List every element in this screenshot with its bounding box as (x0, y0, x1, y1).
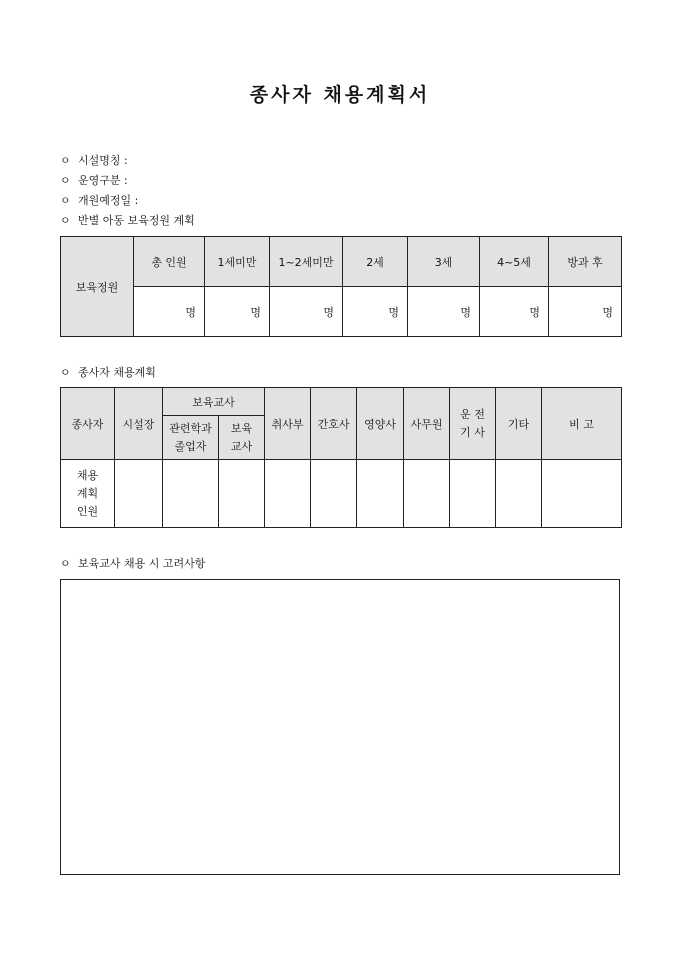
bullet-icon: ㅇ (60, 557, 71, 570)
open-date-label: 개원예정일 : (78, 194, 139, 207)
cell-related-major[interactable] (163, 460, 219, 528)
operation-type-label: 운영구분 : (78, 174, 128, 187)
plan-line-2: 계획 (76, 486, 99, 500)
col-3: 3세 (408, 237, 480, 287)
director-header: 시설장 (115, 388, 163, 460)
bullet-icon: ㅇ (60, 154, 71, 167)
nutritionist-header: 영양사 (357, 388, 404, 460)
page-title: 종사자 채용계획서 (249, 84, 431, 106)
teacher-header (219, 416, 265, 460)
cell-2[interactable]: 명 (343, 287, 408, 337)
facility-name-label: 시설명칭 : (78, 154, 128, 167)
cell-clerk[interactable] (404, 460, 450, 528)
col-after-school: 방과 후 (549, 237, 622, 287)
plan-row-header (61, 460, 115, 528)
cell-teacher[interactable] (219, 460, 265, 528)
cell-director[interactable] (115, 460, 163, 528)
staff-table (60, 387, 622, 528)
capacity-heading-label: 반별 아동 보육정원 계획 (78, 214, 195, 227)
cook-header: 취사부 (265, 388, 311, 460)
facility-name-line (60, 154, 128, 167)
bullet-icon: ㅇ (60, 194, 71, 207)
nurse-header: 간호사 (311, 388, 357, 460)
clerk-header: 사무원 (404, 388, 450, 460)
cell-driver[interactable] (450, 460, 496, 528)
bullet-icon: ㅇ (60, 174, 71, 187)
cell-other[interactable] (496, 460, 542, 528)
staff-plan-heading (60, 366, 156, 379)
col-1-2: 1~2세미만 (270, 237, 343, 287)
cell-4-5[interactable]: 명 (480, 287, 549, 337)
other-header: 기타 (496, 388, 542, 460)
teacher-line-1: 보육 (230, 421, 253, 435)
col-under-1: 1세미만 (205, 237, 270, 287)
considerations-heading (60, 557, 205, 570)
open-date-line (60, 194, 138, 207)
capacity-heading (60, 214, 195, 227)
teacher-group-header: 보육교사 (163, 388, 265, 416)
capacity-row-header: 보육정원 (61, 237, 134, 337)
plan-line-3: 인원 (76, 504, 99, 518)
related-major-header (163, 416, 219, 460)
remarks-header: 비 고 (542, 388, 622, 460)
driver-header (450, 388, 496, 460)
cell-total[interactable]: 명 (134, 287, 205, 337)
operation-type-line (60, 174, 128, 187)
cell-cook[interactable] (265, 460, 311, 528)
cell-remarks[interactable] (542, 460, 622, 528)
cell-under-1[interactable]: 명 (205, 287, 270, 337)
considerations-heading-label: 보육교사 채용 시 고려사항 (78, 557, 206, 570)
bullet-icon: ㅇ (60, 366, 71, 379)
cell-1-2[interactable]: 명 (270, 287, 343, 337)
col-total: 총 인원 (134, 237, 205, 287)
staff-plan-heading-label: 종사자 채용계획 (78, 366, 156, 379)
teacher-line-2: 교사 (230, 439, 253, 453)
cell-3[interactable]: 명 (408, 287, 480, 337)
col-2: 2세 (343, 237, 408, 287)
capacity-table (60, 236, 622, 337)
considerations-box[interactable] (60, 579, 620, 875)
bullet-icon: ㅇ (60, 214, 71, 227)
related-major-line-1: 관련학과 (169, 421, 212, 435)
cell-after-school[interactable]: 명 (549, 287, 622, 337)
driver-line-2: 기 사 (460, 425, 485, 439)
related-major-line-2: 졸업자 (174, 439, 207, 453)
col-4-5: 4~5세 (480, 237, 549, 287)
driver-line-1: 운 전 (460, 407, 485, 421)
cell-nutritionist[interactable] (357, 460, 404, 528)
staff-header: 종사자 (61, 388, 115, 460)
cell-nurse[interactable] (311, 460, 357, 528)
plan-line-1: 채용 (76, 468, 99, 482)
